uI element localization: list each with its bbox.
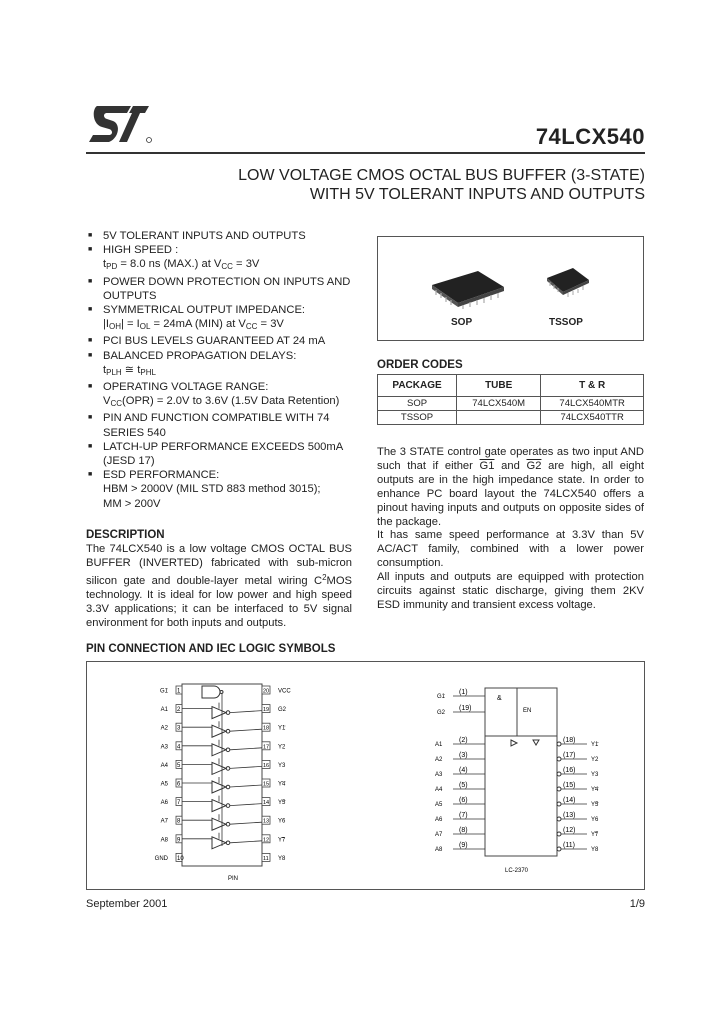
pin-label: Y5	[278, 800, 286, 807]
output-label: Y2	[591, 757, 599, 763]
table-row: TSSOP 74LCX540TTR	[378, 411, 644, 425]
feature-item: ■ HIGH SPEED : $t_{PD} = 8.0$ ns (MAX.) at $V_{CC} = 3V$	[88, 244, 260, 272]
buffer-triangle	[511, 740, 517, 746]
pin-label: VCC	[278, 688, 291, 695]
pin-number: 20	[263, 688, 270, 695]
title-line-2: WITH 5V TOLERANT INPUTS AND OUTPUTS	[309, 186, 645, 203]
output-label: Y8	[591, 847, 599, 853]
st-logo	[87, 104, 153, 146]
wire	[230, 748, 262, 750]
pin-number: (2)	[459, 737, 468, 744]
pin-number: 12	[263, 837, 270, 844]
pin-number: 16	[263, 762, 270, 769]
pin-caption: PIN	[228, 876, 239, 882]
input-label: A6	[435, 817, 443, 823]
tssop-label: TSSOP	[549, 317, 583, 328]
pin-number: 6	[177, 781, 181, 788]
description-heading: DESCRIPTION	[86, 529, 165, 541]
wire	[230, 804, 262, 806]
wire	[230, 785, 262, 787]
pin-number: (5)	[459, 782, 468, 789]
output-label: Y1	[591, 742, 599, 748]
page-number: 1/9	[629, 898, 645, 910]
pin-number: (13)	[563, 812, 576, 819]
pin-number: 4	[177, 744, 181, 751]
control-label: G1	[437, 694, 446, 700]
pin-number: 19	[263, 707, 270, 714]
features-list	[86, 229, 366, 511]
pin-number: 2	[177, 707, 181, 714]
pin-number: 15	[263, 781, 270, 788]
pin-number: 11	[263, 855, 269, 862]
wire	[230, 822, 262, 824]
pin-number: 10	[177, 855, 184, 862]
paragraph: The 3 STATE control gate operates as two input AND such that if either G1 and G2 are high, all eight outputs are in the high impedance state. In order to enhance PC board layout the 74LCX540 offers a pinout having inputs and outputs on opposite sides of the package.	[377, 446, 644, 528]
feature-item: ■ OPERATING VOLTAGE RANGE: $V_{CC}(OPR) = 2.0V$ to 3.6V (1.5V Data Retention)	[88, 381, 340, 409]
control-block	[485, 688, 557, 736]
pin-label: Y4	[278, 781, 286, 788]
pin-number: (1)	[459, 689, 468, 696]
pin-number: (19)	[459, 705, 472, 712]
input-label: A3	[435, 772, 443, 778]
sop-package-icon	[428, 265, 508, 310]
input-label: A1	[435, 742, 443, 748]
pin-number: 1	[177, 688, 181, 695]
tssop-package-icon	[543, 264, 593, 300]
sop-label: SOP	[451, 317, 473, 328]
part-number: 74LCX540	[535, 124, 645, 149]
order-codes-table	[377, 374, 644, 425]
dip-diagram	[155, 684, 292, 882]
inverter-bubble	[557, 742, 561, 746]
paragraph: All inputs and outputs are equipped with protection circuits against static discharge, giving them 2KV ESD immunity and transient excess voltage.	[377, 571, 644, 611]
input-label: A2	[435, 757, 443, 763]
package-images	[377, 236, 644, 341]
wire	[230, 841, 262, 843]
column-header: T & R	[541, 375, 644, 397]
column-header: PACKAGE	[378, 375, 457, 397]
pin-label: A8	[160, 837, 168, 844]
pin-number: (7)	[459, 812, 468, 819]
feature-item: ■ LATCH-UP PERFORMANCE EXCEEDS 500mA (JESD 17)	[88, 440, 343, 468]
inverter-bubble	[557, 772, 561, 776]
pin-number: (8)	[459, 827, 468, 834]
inverter-bubble	[557, 802, 561, 806]
pin-number: (11)	[563, 842, 575, 849]
pin-number: 3	[177, 725, 181, 732]
pin-number: 8	[177, 818, 181, 825]
input-label: A5	[435, 802, 443, 808]
pin-number: (15)	[563, 782, 576, 789]
and-gate	[202, 686, 220, 698]
input-label: A4	[435, 787, 443, 793]
order-codes-heading: ORDER CODES	[377, 359, 463, 371]
pin-label: A6	[160, 800, 168, 807]
inverter-bubble	[220, 691, 223, 694]
header-rule	[86, 152, 645, 154]
feature-item: ■ BALANCED PROPAGATION DELAYS: $t_{PLH}$ ≅ $t_{PHL}$	[88, 349, 297, 377]
column-header: TUBE	[457, 375, 541, 397]
inverter-bubble	[557, 847, 561, 851]
pin-number: 9	[177, 837, 181, 844]
paragraph: It has same speed performance at 3.3V than 5V AC/ACT family, combined with a lower power consumption.	[377, 529, 644, 570]
buffer-block	[485, 736, 557, 856]
page-title	[86, 166, 645, 204]
pin-number: (3)	[459, 752, 468, 759]
pin-label: Y2	[278, 744, 286, 751]
wire	[230, 766, 262, 768]
figure-ref: LC-2370	[505, 868, 529, 874]
pin-number: (14)	[563, 797, 576, 804]
pin-label: A1	[160, 707, 168, 714]
pin-number: (6)	[459, 797, 468, 804]
pin-label: G1	[159, 688, 168, 695]
pin-diagram	[87, 662, 644, 889]
output-label: Y4	[591, 787, 599, 793]
pin-number: 14	[263, 800, 270, 807]
feature-item: ■ PCI BUS LEVELS GUARANTEED AT 24 mA	[88, 335, 326, 348]
pin-label: A2	[160, 725, 168, 732]
wire	[230, 729, 262, 731]
pin-label: Y8	[278, 855, 286, 862]
pin-label: Y3	[278, 762, 286, 769]
title-line-1: LOW VOLTAGE CMOS OCTAL BUS BUFFER (3-STATE)	[238, 167, 645, 184]
right-description	[377, 446, 644, 613]
feature-item: ■ SYMMETRICAL OUTPUT IMPEDANCE: $|I_{OH}| = I_{OL} = 24mA$ (MIN) at $V_{CC} = 3V$	[88, 304, 306, 332]
pin-label: Y7	[278, 837, 286, 844]
pin-number: 5	[177, 762, 181, 769]
inverter-bubble	[557, 757, 561, 761]
iec-logic-symbol	[435, 688, 599, 874]
feature-item: ■ POWER DOWN PROTECTION ON INPUTS AND OUTPUTS	[88, 275, 351, 302]
pin-number: (9)	[459, 842, 468, 849]
wire	[230, 711, 262, 713]
pin-diagram-box	[86, 661, 645, 890]
pin-number: 18	[263, 725, 270, 732]
output-label: Y7	[591, 832, 599, 838]
pin-number: (4)	[459, 767, 468, 774]
pin-number: 13	[263, 818, 270, 825]
pin-number: (17)	[563, 752, 576, 759]
output-label: Y3	[591, 772, 599, 778]
pin-number: (16)	[563, 767, 576, 774]
pin-number: (18)	[563, 737, 576, 744]
pin-number: 17	[263, 744, 270, 751]
pin-label: Y1	[278, 725, 286, 732]
pin-section-heading: PIN CONNECTION AND IEC LOGIC SYMBOLS	[86, 643, 336, 655]
pin-label: G2	[278, 707, 287, 714]
input-label: A7	[435, 832, 443, 838]
pin-label: A5	[160, 781, 168, 788]
pin-label: A3	[160, 744, 168, 751]
feature-item: ■ PIN AND FUNCTION COMPATIBLE WITH 74 SERIES 540	[88, 412, 330, 439]
control-label: G2	[437, 710, 446, 716]
pin-label: A4	[160, 762, 168, 769]
feature-item: ■ ESD PERFORMANCE: HBM > 2000V (MIL STD 883 method 3015); MM > 200V	[88, 469, 321, 510]
input-label: A8	[435, 847, 443, 853]
description-text: The 74LCX540 is a low voltage CMOS OCTAL BUS BUFFER (INVERTED) fabricated with sub-micron silicon gate and double-layer metal wiring $C^2MOS$ technology. It is ideal for low power and high speed 3.3V applications; it can be interfaced to 5V signal environment for both inputs and outputs.	[86, 543, 352, 629]
and-symbol: &	[497, 695, 502, 702]
en-symbol: EN	[523, 708, 532, 714]
pin-label: GND	[154, 855, 168, 862]
pin-number: (12)	[563, 827, 576, 834]
feature-item: ■ 5V TOLERANT INPUTS AND OUTPUTS	[88, 230, 306, 242]
output-label: Y6	[591, 817, 599, 823]
tristate-triangle	[533, 740, 539, 745]
inverter-bubble	[557, 817, 561, 821]
output-label: Y5	[591, 802, 599, 808]
table-row: SOP 74LCX540M 74LCX540MTR	[378, 397, 644, 411]
inverter-bubble	[557, 832, 561, 836]
pin-label: Y6	[278, 818, 286, 825]
footer-date: September 2001	[86, 898, 168, 910]
pin-number: 7	[177, 800, 181, 807]
inverter-bubble	[557, 787, 561, 791]
pin-label: A7	[160, 818, 168, 825]
